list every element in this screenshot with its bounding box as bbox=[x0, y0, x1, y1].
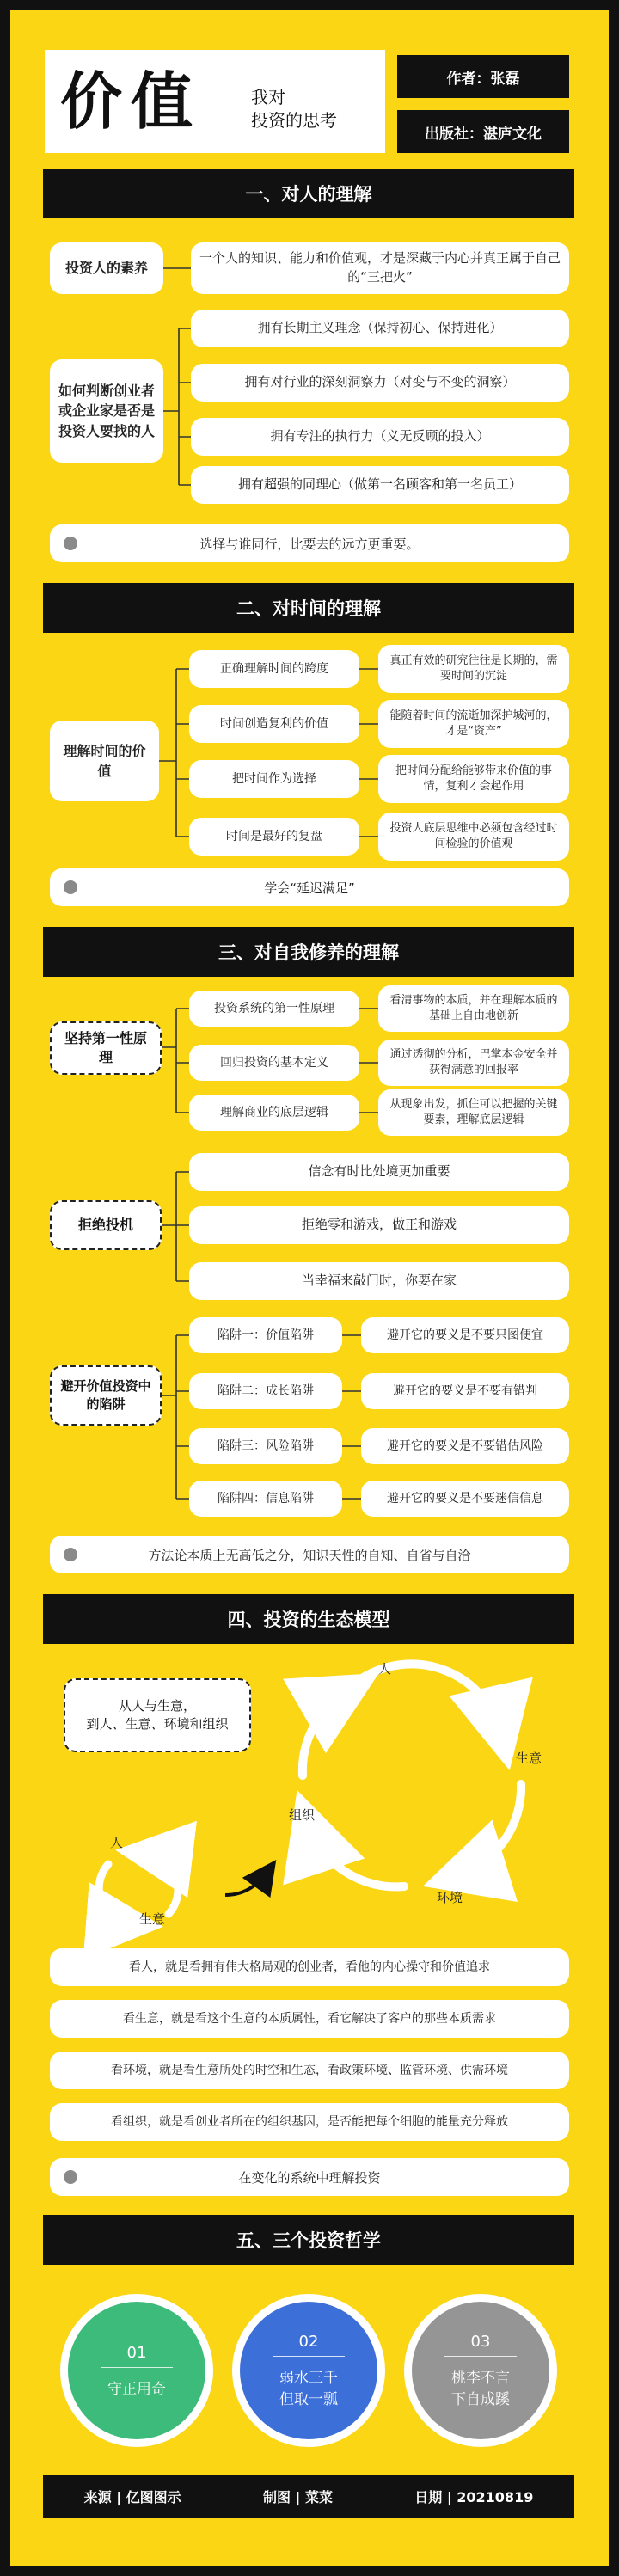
cycle-label: 人 bbox=[378, 1661, 392, 1677]
cycle-label: 环境 bbox=[437, 1890, 463, 1905]
big-cycle-icon bbox=[303, 1664, 521, 1886]
node-text: 把时间作为选择 bbox=[189, 760, 359, 798]
list-item: 看组织，就是看创业者所在的组织基因，是否能把每个细胞的能量充分释放 bbox=[50, 2103, 569, 2141]
conclusion-text: 选择与谁同行，比要去的远方更重要。 bbox=[199, 536, 420, 552]
cycle-label: 人 bbox=[110, 1835, 124, 1850]
conclusion-text: 学会“延迟满足” bbox=[264, 880, 355, 896]
list-item: 看环境，就是看生意所处的时空和生态，看政策环境、监管环境、供需环境 bbox=[50, 2052, 569, 2089]
node-text: 回归投资的基本定义 bbox=[189, 1045, 359, 1081]
section-title: 一、对人的理解 bbox=[43, 169, 574, 218]
node-text: 陷阱一：价值陷阱 bbox=[189, 1317, 342, 1353]
circle-text: 弱水三千 bbox=[279, 2370, 338, 2387]
philosophy-circle bbox=[60, 2294, 213, 2447]
philosophy-circle bbox=[404, 2294, 557, 2447]
node-detail: 避开它的要义是不要有错判 bbox=[361, 1373, 569, 1409]
circle-number: 02 bbox=[273, 2333, 345, 2357]
cycle-label: 组织 bbox=[289, 1807, 316, 1823]
footer-bar bbox=[43, 2475, 574, 2518]
node-text: 时间创造复利的价值 bbox=[189, 705, 359, 743]
node-label: 如何判断创业者或企业家是否是投资人要找的人 bbox=[50, 359, 163, 463]
node-detail: 看清事物的本质，并在理解本质的基础上自由地创新 bbox=[378, 985, 569, 1032]
node-detail: 从现象出发，抓住可以把握的关键要素，理解底层逻辑 bbox=[378, 1089, 569, 1136]
section-title: 四、投资的生态模型 bbox=[43, 1594, 574, 1644]
node-text: 正确理解时间的跨度 bbox=[189, 650, 359, 688]
cycle-label: 生意 bbox=[516, 1751, 542, 1766]
footer-maker: 制图 | 菜菜 bbox=[262, 2488, 333, 2505]
page-title: 价值 bbox=[60, 65, 202, 138]
footer-source: 来源 | 亿图图示 bbox=[83, 2488, 181, 2505]
node-text: 陷阱三：风险陷阱 bbox=[189, 1428, 342, 1464]
section-title: 三、对自我修养的理解 bbox=[43, 927, 574, 977]
circle-text: 守正用奇 bbox=[107, 2380, 166, 2398]
list-item: 拒绝零和游戏，做正和游戏 bbox=[189, 1206, 569, 1244]
author-badge: 作者：张磊 bbox=[397, 55, 569, 98]
circle-text: 下自成蹊 bbox=[451, 2391, 510, 2408]
node-detail: 避开它的要义是不要错估风险 bbox=[361, 1428, 569, 1464]
section-title: 五、三个投资哲学 bbox=[43, 2215, 574, 2265]
list-item: 拥有超强的同理心（做第一名顾客和第一名员工） bbox=[191, 466, 569, 504]
philosophy-circle bbox=[232, 2294, 385, 2447]
bullet-dot bbox=[64, 2170, 77, 2184]
node-detail: 避开它的要义是不要迷信信息 bbox=[361, 1481, 569, 1517]
node-detail: 通过透彻的分析，巴掌本金安全并获得满意的回报率 bbox=[378, 1040, 569, 1086]
node-detail: 避开它的要义是不要只图便宜 bbox=[361, 1317, 569, 1353]
node-detail: 能随着时间的流逝加深护城河的，才是“资产” bbox=[378, 700, 569, 748]
circle-number: 01 bbox=[101, 2344, 173, 2368]
node-label: 坚持第一性原理 bbox=[50, 1021, 162, 1075]
conclusion-text: 在变化的系统中理解投资 bbox=[238, 2169, 381, 2186]
circle-text: 但取一瓢 bbox=[279, 2391, 338, 2408]
transition-arrow-icon bbox=[225, 1871, 268, 1895]
node-text: 投资系统的第一性原理 bbox=[189, 991, 359, 1027]
list-item: 看人，就是看拥有伟大格局观的创业者，看他的内心操守和价值追求 bbox=[50, 1948, 569, 1986]
node-text: 时间是最好的复盘 bbox=[189, 818, 359, 856]
node-label: 理解时间的价值 bbox=[50, 721, 159, 801]
circle-number: 03 bbox=[444, 2333, 517, 2357]
section-title: 二、对时间的理解 bbox=[43, 583, 574, 633]
node-text: 陷阱四：信息陷阱 bbox=[189, 1481, 342, 1517]
node-detail: 把时间分配给能够带来价值的事情，复利才会起作用 bbox=[378, 755, 569, 803]
node-text: 一个人的知识、能力和价值观，才是深藏于内心并真正属于自己的“三把火” bbox=[191, 242, 569, 294]
list-item: 拥有对行业的深刻洞察力（对变与不变的洞察） bbox=[191, 364, 569, 402]
node-detail: 投资人底层思维中必须包含经过时间检验的价值观 bbox=[378, 813, 569, 861]
section-conclusion bbox=[50, 2158, 569, 2196]
cycle-label: 生意 bbox=[139, 1911, 166, 1927]
list-item: 拥有专注的执行力（义无反顾的投入） bbox=[191, 418, 569, 456]
list-item: 信念有时比处境更加重要 bbox=[189, 1153, 569, 1191]
list-item: 看生意，就是看这个生意的本质属性，看它解决了客户的那些本质需求 bbox=[50, 2000, 569, 2038]
conclusion-text: 方法论本质上无高低之分，知识天性的自知、自省与自洽 bbox=[148, 1547, 471, 1563]
node-label: 投资人的素养 bbox=[50, 242, 163, 294]
circle-text: 桃李不言 bbox=[451, 2370, 510, 2387]
list-item: 拥有长期主义理念（保持初心、保持进化） bbox=[191, 310, 569, 347]
note-line: 从人与生意， bbox=[118, 1698, 196, 1714]
subtitle-line: 我对 bbox=[251, 87, 285, 107]
list-item: 当幸福来敲门时，你要在家 bbox=[189, 1262, 569, 1300]
note-line: 到人、生意、环境和组织 bbox=[86, 1716, 229, 1732]
subtitle-line: 投资的思考 bbox=[251, 110, 337, 131]
publisher-badge: 出版社：湛庐文化 bbox=[397, 110, 569, 153]
footer-date: 日期 | 20210819 bbox=[414, 2488, 534, 2505]
node-text: 陷阱二：成长陷阱 bbox=[189, 1373, 342, 1409]
node-text: 理解商业的底层逻辑 bbox=[189, 1095, 359, 1131]
node-detail: 真正有效的研究往往是长期的，需要时间的沉淀 bbox=[378, 645, 569, 693]
node-label: 避开价值投资中的陷阱 bbox=[50, 1365, 162, 1426]
node-label: 拒绝投机 bbox=[50, 1200, 162, 1250]
